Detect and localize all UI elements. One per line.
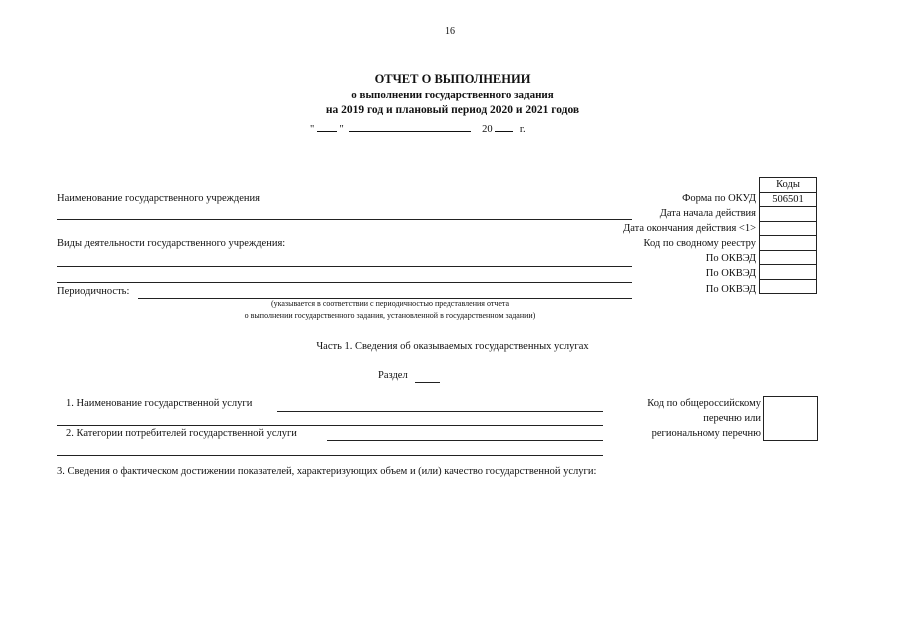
start-date-cell[interactable] bbox=[760, 207, 817, 222]
registry-code-label-2: перечню или bbox=[703, 413, 761, 424]
date-year-suffix: г. bbox=[519, 124, 526, 135]
service-name-label: 1. Наименование государственной услуги bbox=[66, 398, 253, 409]
registry-code-box[interactable] bbox=[763, 396, 818, 441]
section-label: Раздел bbox=[378, 370, 408, 381]
date-open-quote: " bbox=[310, 124, 315, 135]
institution-name-field[interactable] bbox=[57, 219, 632, 220]
registry-code-cell[interactable] bbox=[760, 236, 817, 251]
activity-types-field-2[interactable] bbox=[57, 282, 632, 283]
consumer-categories-label: 2. Категории потребителей государственной услуги bbox=[66, 428, 297, 439]
consumer-categories-field-2[interactable] bbox=[57, 455, 603, 456]
okud-code-cell[interactable]: 506501 bbox=[760, 192, 817, 207]
service-name-field-1[interactable] bbox=[277, 411, 603, 412]
part-1-title: Часть 1. Сведения об оказываемых государственных услугах bbox=[316, 341, 589, 352]
okved-label-2: По ОКВЭД bbox=[705, 268, 756, 279]
report-date-line bbox=[310, 122, 526, 135]
registry-code-label-3: региональному перечню bbox=[651, 428, 761, 439]
consumer-categories-field-1[interactable] bbox=[327, 440, 603, 441]
start-date-label: Дата начала действия bbox=[659, 208, 756, 219]
okved-cell-1[interactable] bbox=[760, 250, 817, 265]
institution-name-label: Наименование государственного учреждения bbox=[57, 193, 260, 204]
registry-code-label: Код по сводному реестру bbox=[643, 238, 756, 249]
codes-table bbox=[759, 177, 817, 294]
report-subtitle: о выполнении государственного задания bbox=[351, 89, 554, 101]
periodicity-note-2: о выполнении государственного задания, установленной в государственном задании) bbox=[244, 311, 536, 320]
end-date-cell[interactable] bbox=[760, 221, 817, 236]
date-month-field[interactable] bbox=[349, 122, 471, 132]
okud-label: Форма по ОКУД bbox=[682, 193, 756, 204]
date-day-field[interactable] bbox=[317, 122, 337, 132]
periodicity-note-1: (указывается в соответствии с периодичностью представления отчета bbox=[270, 299, 510, 308]
report-title: ОТЧЕТ О ВЫПОЛНЕНИИ bbox=[374, 72, 531, 86]
okved-cell-3[interactable] bbox=[760, 279, 817, 294]
activity-types-label: Виды деятельности государственного учреждения: bbox=[57, 238, 286, 249]
report-period: на 2019 год и плановый период 2020 и 2021 годов bbox=[325, 104, 580, 116]
periodicity-label: Периодичность: bbox=[57, 286, 130, 297]
activity-types-field-1[interactable] bbox=[57, 266, 632, 267]
date-year-prefix: 20 bbox=[482, 124, 493, 135]
codes-header: Коды bbox=[760, 178, 817, 193]
date-year-field[interactable] bbox=[495, 122, 513, 132]
end-date-label: Дата окончания действия <1> bbox=[623, 223, 756, 234]
page-number: 16 bbox=[445, 26, 455, 37]
registry-code-label-1: Код по общероссийскому bbox=[647, 398, 761, 409]
section-number-field[interactable] bbox=[415, 382, 440, 383]
indicators-heading: 3. Сведения о фактическом достижении показателей, характеризующих объем и (или) качество государственной услуги: bbox=[57, 466, 597, 477]
okved-label-1: По ОКВЭД bbox=[705, 253, 756, 264]
service-name-field-2[interactable] bbox=[57, 425, 603, 426]
date-close-quote: " bbox=[339, 124, 344, 135]
okved-cell-2[interactable] bbox=[760, 265, 817, 280]
okved-label-3: По ОКВЭД bbox=[705, 284, 756, 295]
